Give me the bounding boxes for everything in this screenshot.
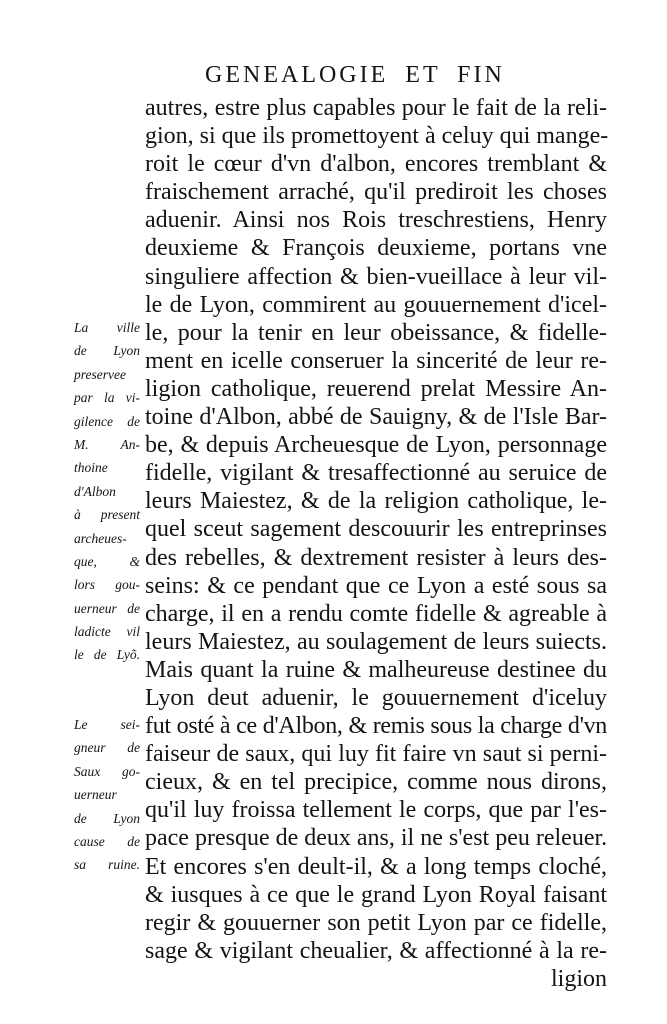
text-line: quel sceut sagement descouurir les entreprinses (145, 516, 607, 543)
text-line: roit le cœur d'vn d'albon, encores tremblant & (145, 151, 607, 178)
text-line: leurs Maiestez, au soulagement de leurs suiects. (145, 628, 607, 655)
note-line: Le sei- (74, 717, 140, 732)
text-line: Et encores s'en deult-il, & a long temps cloché, (145, 853, 607, 880)
text-line: ment en icelle conseruer la sincerité de leur re- (145, 347, 607, 374)
text-line: cieux, & en tel precipice, comme nous dirons, (145, 769, 607, 796)
note-line: à present (74, 507, 140, 523)
note-line: ladicte vil (74, 624, 140, 640)
note-line: par la vi- (74, 390, 140, 406)
text-line: aduenir. Ainsi nos Rois treschrestiens, Henry (145, 207, 607, 234)
text-line: leurs Maiestez, & de la religion catholique, le- (145, 488, 607, 515)
note-line: uerneur de (74, 600, 140, 616)
note-line: archeues- (74, 530, 127, 546)
note-line: le de Lyõ. (74, 647, 140, 663)
note-line: de Lyon (74, 343, 140, 359)
text-line: toine d'Albon, abbé de Sauigny, & de l'Isle Bar- (145, 404, 607, 431)
text-line: fut osté à ce d'Albon, & remis sous la charge d'vn (145, 713, 607, 740)
text-line: autres, estre plus capables pour le fait de la reli- (145, 95, 607, 121)
text-line: & iusques à ce que le grand Lyon Royal faisant (145, 881, 607, 908)
note-line: lors gou- (74, 577, 140, 593)
note-line: gilence de (74, 413, 140, 429)
text-line: pace presque de deux ans, il ne s'est peu releuer. (145, 825, 608, 852)
text-line: regir & gouuerner son petit Lyon par ce fidelle, (145, 909, 607, 936)
note-line: que, & (74, 553, 140, 569)
note-line: Saux go- (74, 763, 140, 779)
note-line: d'Albon (74, 483, 116, 499)
text-line: be, & depuis Archeuesque de Lyon, personnage (145, 432, 607, 459)
note-line: cause de (74, 833, 140, 849)
note-line: M. An- (74, 436, 140, 452)
text-line: gion, si que ils promettoyent à celuy qui mange- (145, 123, 609, 150)
text-line: charge, il en a rendu comte fidelle & agreable à (145, 600, 607, 627)
text-line: fraischement arraché, qu'il prediroit les choses (145, 179, 607, 206)
catchword: ligion (550, 965, 607, 992)
note-line: La ville (74, 320, 140, 335)
text-line: le de Lyon, commirent au gouuernement d'icel- (145, 291, 607, 318)
text-line: qu'il luy froissa tellement le corps, que par l'es- (145, 797, 607, 824)
text-line: Mais quant la ruine & malheureuse destinee du (145, 656, 607, 683)
text-line: des rebelles, & dextrement resister à leurs des- (145, 544, 607, 571)
note-line: thoine (74, 460, 108, 476)
body-text (145, 94, 607, 993)
marginal-note (74, 316, 140, 667)
note-line: preservee (74, 366, 126, 382)
text-line: Lyon deut aduenir, le gouuernement d'iceluy (145, 684, 607, 711)
text-line: ligion catholique, reuerend prelat Messire An- (145, 375, 607, 402)
text-line: seins: & ce pendant que ce Lyon a esté sous sa (145, 572, 607, 599)
note-line: gneur de (74, 740, 140, 756)
text-line: deuxieme & François deuxieme, portans vne (145, 235, 607, 262)
note-line: uerneur (74, 787, 117, 803)
text-line: fidelle, vigilant & tresaffectionné au seruice de (145, 460, 607, 487)
running-head: GENEALOGIE ET FIN (205, 62, 505, 88)
text-line: sage & vigilant cheualier, & affectionné à la re- (145, 937, 607, 964)
text-line: le, pour la tenir en leur obeissance, & fidelle- (145, 319, 607, 346)
text-line: singuliere affection & bien-vueillace à leur vil- (145, 263, 607, 290)
note-line: de Lyon (74, 810, 140, 826)
text-line: faiseur de saux, qui luy fit faire vn saut si perni- (145, 741, 607, 768)
marginal-note (74, 713, 140, 877)
note-line: sa ruine. (74, 857, 140, 873)
